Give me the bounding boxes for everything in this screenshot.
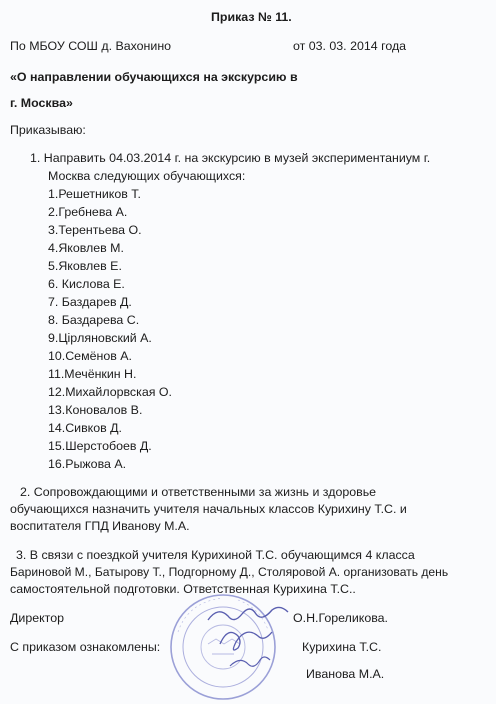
item3-line-2: Бариновой М., Батырову Т., Подгорному Д., Столяровой А. организовать день — [10, 565, 449, 579]
item2-line-1: 2. Сопровождающими и ответственными за жизнь и здоровье — [20, 485, 377, 499]
list-item: 7. Баздарев Д. — [48, 295, 132, 309]
acquainted-label: С приказом ознакомлены: — [10, 640, 161, 654]
order-subject-line-1: «О направлении обучающихся на экскурсию в — [10, 70, 298, 84]
director-label: Директор — [10, 611, 64, 625]
item2-line-2: обучающихся назначить учителя начальных классов Курихину Т.С. и — [10, 502, 407, 516]
acquainted-name-1: Курихина Т.С. — [302, 640, 382, 654]
list-item: 2.Гребнева А. — [48, 205, 128, 219]
director-signature — [200, 600, 300, 680]
list-item: 12.Михайлорвская О. — [48, 385, 172, 399]
item3-line-3: самостоятельной подготовки. Ответственная Курихина Т.С.. — [10, 582, 356, 596]
list-item: 6. Кислова Е. — [48, 277, 125, 291]
list-item: 16.Рыжова А. — [48, 457, 127, 471]
item1-line-1: 1. Направить 04.03.2014 г. на экскурсию в музей экспериментаниум г. — [30, 151, 431, 165]
list-item: 4.Яковлев М. — [48, 241, 124, 255]
director-name: О.Н.Гореликова. — [293, 611, 388, 625]
school-name: По МБОУ СОШ д. Вахонино — [10, 39, 172, 53]
list-item: 8. Баздарева С. — [48, 313, 140, 327]
list-item: 9.Цipляновский А. — [48, 331, 152, 345]
list-item: 10.Семёнов А. — [48, 349, 132, 363]
list-item: 5.Яковлев Е. — [48, 259, 122, 273]
order-title: Приказ № 11. — [211, 10, 292, 24]
item2-line-3: воспитателя ГПД Иванову М.А. — [10, 519, 190, 533]
order-subject-line-2: г. Москва» — [10, 96, 73, 110]
list-item: 11.Мечёнкин Н. — [48, 367, 137, 381]
list-item: 3.Терентьева О. — [48, 223, 142, 237]
item3-line-1: 3. В связи с поездкой учителя Курихиной Т.С. обучающимся 4 класса — [16, 548, 415, 562]
list-item: 14.Сивков Д. — [48, 421, 122, 435]
order-date: от 03. 03. 2014 года — [293, 39, 407, 53]
list-item: 15.Шерстобоев Д. — [48, 439, 152, 453]
list-item: 1.Решетников Т. — [48, 187, 141, 201]
acquainted-name-2: Иванова М.А. — [306, 667, 385, 681]
list-item: 13.Коновалов В. — [48, 403, 143, 417]
item1-line-2: Москва следующих обучающихся: — [48, 169, 246, 183]
order-command: Приказываю: — [10, 123, 86, 137]
